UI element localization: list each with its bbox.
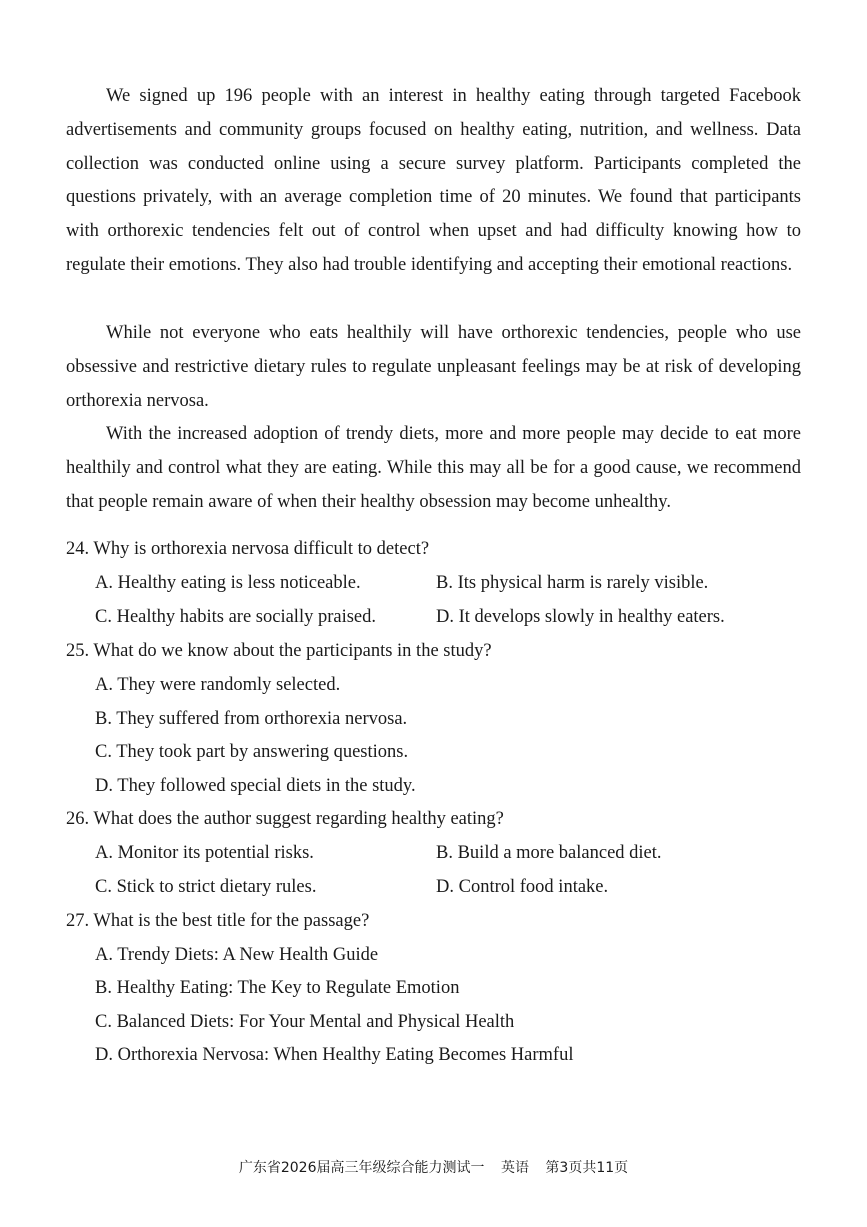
question-24-option-a: A. Healthy eating is less noticeable.	[95, 573, 361, 593]
question-27-option-a: A. Trendy Diets: A New Health Guide	[95, 945, 379, 965]
question-26-option-d: D. Control food intake.	[436, 877, 609, 897]
question-26-option-a: A. Monitor its potential risks.	[95, 843, 314, 863]
question-24-option-b: B. Its physical harm is rarely visible.	[436, 573, 709, 593]
question-24-option-c: C. Healthy habits are socially praised.	[95, 607, 377, 627]
question-25-option-c: C. They took part by answering questions.	[95, 742, 409, 762]
page-footer	[0, 1158, 867, 1178]
question-24-option-d: D. It develops slowly in healthy eaters.	[436, 607, 725, 627]
question-25-stem: 25. What do we know about the participants in the study?	[66, 641, 492, 661]
question-26-stem: 26. What does the author suggest regarding healthy eating?	[66, 809, 504, 829]
question-24-stem: 24. Why is orthorexia nervosa difficult to detect?	[66, 539, 430, 559]
question-25-option-b: B. They suffered from orthorexia nervosa.	[95, 709, 408, 729]
question-26-option-b: B. Build a more balanced diet.	[436, 843, 662, 863]
footer-page-number: 第3页共11页	[545, 1160, 629, 1176]
passage-paragraph-1: We signed up 196 people with an interest in healthy eating through targeted Facebook advertisements and community groups focused on healthy eating, nutrition, and wellness. Data collection was conducted online using a secure survey platform. Participants completed the questions privately, with an average completion time of 20 minutes. We found that participants with orthorexic tendencies felt out of control when upset and had difficulty knowing how to regulate their emotions. They also had trouble identifying and accepting their emotional reactions.	[66, 86, 801, 275]
question-27-option-b: B. Healthy Eating: The Key to Regulate Emotion	[95, 978, 460, 998]
question-26-option-c: C. Stick to strict dietary rules.	[95, 877, 317, 897]
passage-paragraph-2: While not everyone who eats healthily will have orthorexic tendencies, people who use obsessive and restrictive dietary rules to regulate unpleasant feelings may be at risk of developing orthorexia nervosa.	[66, 323, 801, 411]
footer-subject: 英语	[500, 1160, 529, 1176]
question-27-option-c: C. Balanced Diets: For Your Mental and Physical Health	[95, 1012, 515, 1032]
passage-paragraph-3: With the increased adoption of trendy diets, more and more people may decide to eat more healthily and control what they are eating. While this may all be for a good cause, we recommend that people remain aware of when their healthy obsession may become unhealthy.	[66, 424, 801, 512]
footer-exam-title: 广东省2026届高三年级综合能力测试一	[238, 1160, 485, 1176]
question-27-stem: 27. What is the best title for the passage?	[66, 911, 370, 931]
question-25-option-a: A. They were randomly selected.	[95, 675, 341, 695]
question-25-option-d: D. They followed special diets in the study.	[95, 776, 416, 796]
question-27-option-d: D. Orthorexia Nervosa: When Healthy Eating Becomes Harmful	[95, 1045, 574, 1065]
